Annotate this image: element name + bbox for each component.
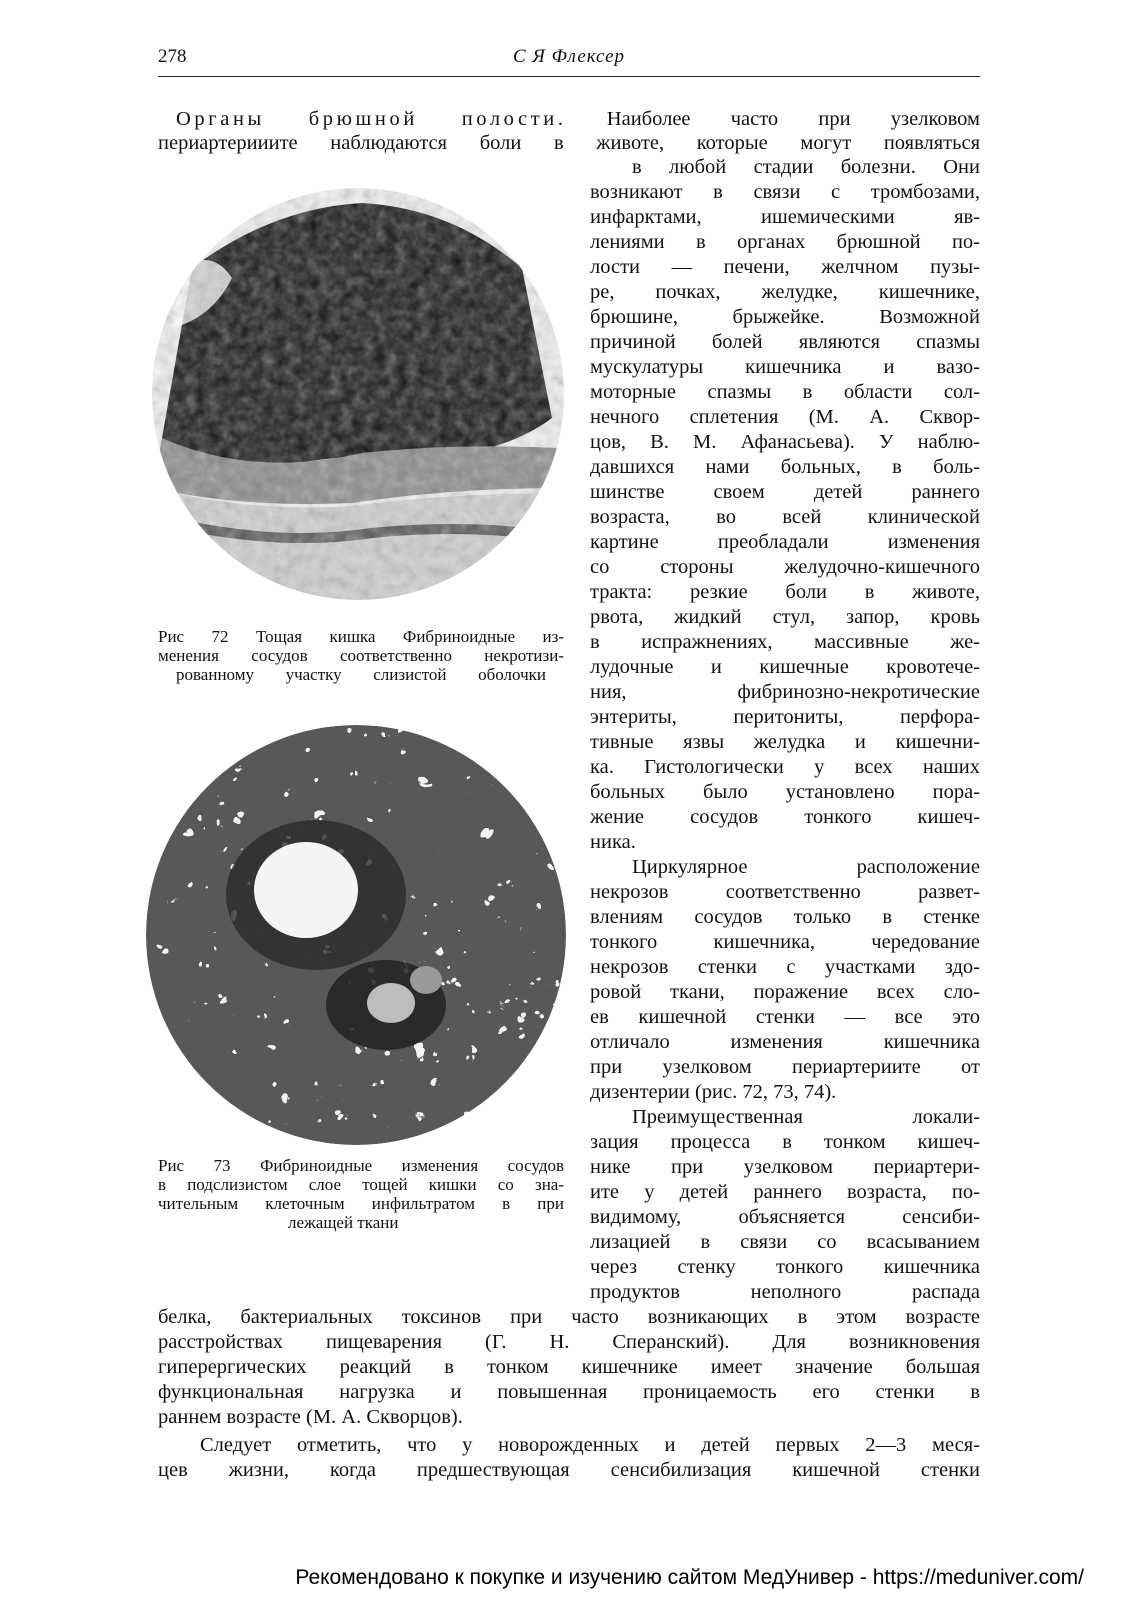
watermark-footer: Рекомендовано к покупке и изучению сайтом МедУнивер - https://meduniver.com/ — [295, 1566, 1084, 1589]
body-line: видимому, объясняется сенсиби- — [590, 1206, 980, 1228]
body-line: расстройствах пищеварения (Г. Н. Сперанский). Для возникновения — [158, 1331, 980, 1353]
body-line: ите у детей раннего возраста, по- — [590, 1181, 980, 1203]
body-line: тивные язвы желудка и кишечни- — [590, 731, 980, 753]
body-line: возраста, во всей клинической — [590, 506, 980, 528]
body-line: моторные спазмы в области сол- — [590, 381, 980, 403]
body-line: нике при узелковом периартери- — [590, 1156, 980, 1178]
body-line: ре, почках, желудке, кишечнике, — [590, 281, 980, 303]
body-line: шинстве своем детей раннего — [590, 481, 980, 503]
body-line: раннем возрасте (М. А. Скворцов). — [158, 1406, 463, 1428]
caption-fig-73: в подслизистом слое тощей кишки со зна- — [158, 1175, 564, 1194]
body-line: мускулатуры кишечника и вазо- — [590, 356, 980, 378]
body-line: влениям сосудов только в стенке — [590, 906, 980, 928]
body-line: брюшине, брыжейке. Возможной — [590, 306, 980, 328]
body-line: Следует отметить, что у новорожденных и детей первых 2—3 меся- — [200, 1434, 980, 1456]
body-line: при узелковом периартериите от — [590, 1056, 980, 1078]
body-line: зация процесса в тонком кишеч- — [590, 1131, 980, 1153]
body-line: рвота, жидкий стул, запор, кровь — [590, 606, 980, 628]
body-line: ев кишечной стенки — все это — [590, 1006, 980, 1028]
body-line: тонкого кишечника, чередование — [590, 931, 980, 953]
body-line: ровой ткани, поражение всех сло- — [590, 981, 980, 1003]
body-line: дизентерии (рис. 72, 73, 74). — [590, 1081, 837, 1103]
body-line: больных было установлено пора- — [590, 781, 980, 803]
body-line: в испражнениях, массивные же- — [590, 631, 980, 653]
body-line: цов, В. М. Афанасьева). У наблю- — [590, 431, 980, 453]
body-line: некрозов стенки с участками здо- — [590, 956, 980, 978]
body-line: продуктов неполного распада — [590, 1281, 980, 1303]
body-line: гиперергических реакций в тонком кишечнике имеет значение большая — [158, 1356, 980, 1378]
body-line: нечного сплетения (М. А. Сквор- — [590, 406, 980, 428]
body-line: со стороны желудочно-кишечного — [590, 556, 980, 578]
body-line: периартерииите наблюдаются боли в животе, которые могут появляться — [158, 132, 980, 154]
body-line: лудочные и кишечные кровотече- — [590, 656, 980, 678]
body-line: лизацией в связи со всасыванием — [590, 1231, 980, 1253]
body-line: в любой стадии болезни. Они — [632, 156, 980, 178]
text-run: Наиболее часто при узелковом — [566, 108, 980, 130]
micrograph-fig-72-image — [152, 188, 564, 600]
section-heading: Органы брюшной полости. — [176, 108, 567, 130]
running-head: С Я Флексер — [512, 46, 626, 67]
body-line: энтериты, перитониты, перфора- — [590, 706, 980, 728]
micrograph-fig-72 — [152, 188, 564, 600]
micrograph-fig-73 — [146, 725, 566, 1145]
body-line: отличало изменения кишечника — [590, 1031, 980, 1053]
caption-fig-72: Рис 72 Тощая кишка Фибриноидные из- — [158, 627, 564, 646]
caption-fig-73: Рис 73 Фибриноидные изменения сосудов — [158, 1156, 564, 1175]
caption-fig-73: чительным клеточным инфильтратом в при — [158, 1194, 564, 1213]
micrograph-fig-73-image — [146, 725, 566, 1145]
body-line: возникают в связи с тромбозами, — [590, 181, 980, 203]
caption-fig-72: менения сосудов соответственно некротизи- — [158, 646, 564, 665]
body-line: жение сосудов тонкого кишеч- — [590, 806, 980, 828]
body-line: функциональная нагрузка и повышенная проницаемость его стенки в — [158, 1381, 980, 1403]
body-line: через стенку тонкого кишечника — [590, 1256, 980, 1278]
body-line: причиной болей являются спазмы — [590, 331, 980, 353]
body-line: картине преобладали изменения — [590, 531, 980, 553]
body-line: некрозов соответственно развет- — [590, 881, 980, 903]
body-line: инфарктами, ишемическими яв- — [590, 206, 980, 228]
body-line: ка. Гистологически у всех наших — [590, 756, 980, 778]
body-line: цев жизни, когда предшествующая сенсибилизация кишечной стенки — [158, 1459, 980, 1481]
body-line: тракта: резкие боли в животе, — [590, 581, 980, 603]
body-line: давшихся нами больных, в боль- — [590, 456, 980, 478]
body-line: ника. — [590, 831, 636, 853]
caption-fig-73: лежащей ткани — [288, 1213, 399, 1232]
caption-fig-72: рованному участку слизистой оболочки — [176, 665, 546, 684]
body-line: белка, бактериальных токсинов при часто возникающих в этом возрасте — [158, 1306, 980, 1328]
body-line: ния, фибринозно-некротические — [590, 681, 980, 703]
body-line: лости — печени, желчном пузы- — [590, 256, 980, 278]
body-line: Циркулярное расположение — [632, 856, 980, 878]
page-header — [158, 46, 980, 77]
body-line: Преимущественная локали- — [632, 1106, 980, 1128]
page-number: 278 — [158, 46, 187, 67]
body-line — [158, 107, 980, 132]
body-line: лениями в органах брюшной по- — [590, 231, 980, 253]
